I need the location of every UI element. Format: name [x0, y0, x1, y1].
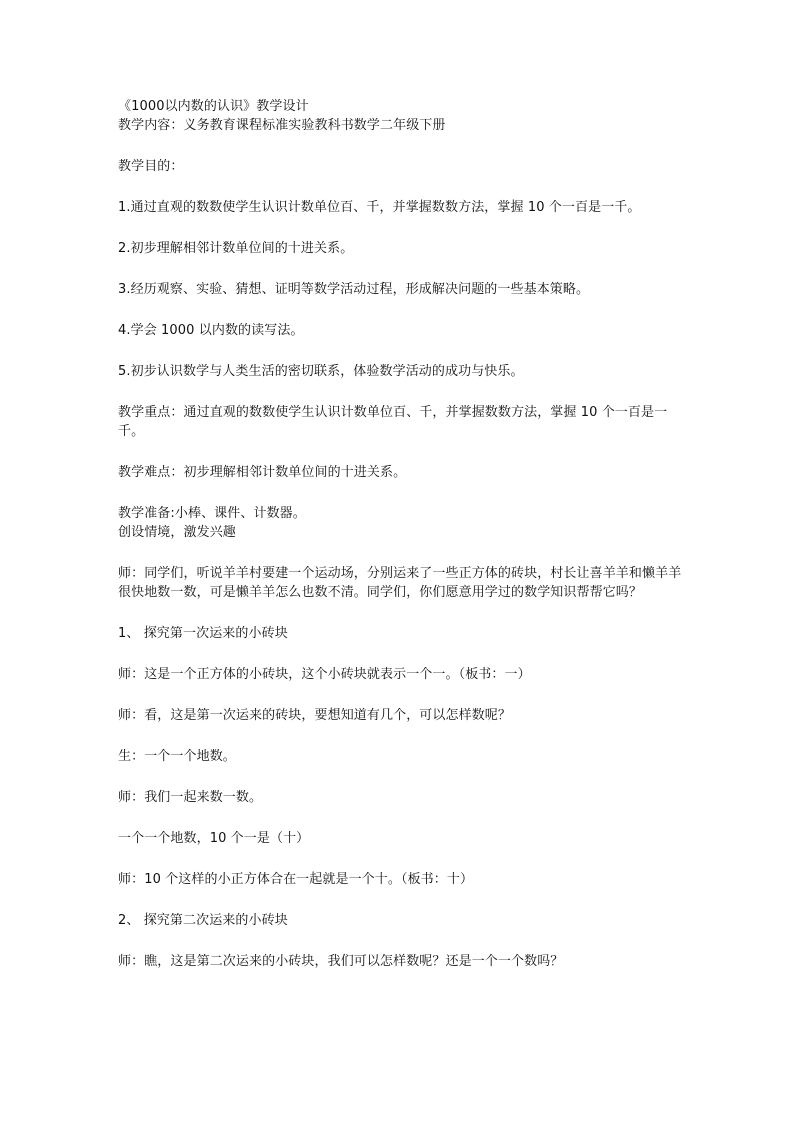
teaching-content: 教学内容：义务教育课程标准实验教科书数学二年级下册: [118, 118, 446, 133]
objectives-heading: 教学目的：: [118, 159, 184, 174]
section-1-line-5: 一个一个地数，10 个一是（十）: [118, 831, 310, 846]
intro-paragraph: 师：同学们，听说羊羊村要建一个运动场，分别运来了一些正方体的砖块，村长让喜羊羊和懒羊羊很快地数一数，可是懒羊羊怎么也数不清。同学们，你们愿意用学过的数学知识帮帮它吗？: [118, 566, 682, 600]
key-points: 教学重点：通过直观的数数使学生认识计数单位百、千，并掌握数数方法，掌握 10 个一百是一千。: [118, 405, 668, 439]
section-1-line-3: 生：一个一个地数。: [118, 749, 236, 764]
objective-item-5: 5.初步认识数学与人类生活的密切联系，体验数学活动的成功与快乐。: [118, 364, 524, 379]
objective-item-1: 1.通过直观的数数使学生认识计数单位百、千，并掌握数数方法，掌握 10 个一百是一千。: [118, 200, 641, 215]
document-page: [118, 97, 683, 971]
section-1-line-4: 师：我们一起来数一数。: [118, 790, 263, 805]
document-title: 《1000以内数的认识》教学设计: [118, 99, 309, 114]
difficult-points: 教学难点：初步理解相邻计数单位间的十进关系。: [118, 465, 407, 480]
section-2-line-1: 师：瞧，这是第二次运来的小砖块，我们可以怎样数呢？还是一个一个数吗？: [118, 954, 564, 969]
section-2-heading: 2、 探究第二次运来的小砖块: [118, 913, 288, 928]
section-1-heading: 1、 探究第一次运来的小砖块: [118, 626, 288, 641]
section-1-line-1: 师：这是一个正方体的小砖块，这个小砖块就表示一个一。（板书：一）: [118, 667, 531, 682]
scenario-heading: 创设情境，激发兴趣: [118, 525, 236, 540]
teaching-preparation: 教学准备:小棒、课件、计数器。: [118, 506, 306, 521]
objective-item-2: 2.初步理解相邻计数单位间的十进关系。: [118, 241, 354, 256]
objective-item-3: 3.经历观察、实验、猜想、证明等数学活动过程，形成解决问题的一些基本策略。: [118, 282, 590, 297]
section-1-line-2: 师：看，这是第一次运来的砖块，要想知道有几个，可以怎样数呢？: [118, 708, 512, 723]
section-1-line-6: 师：10 个这样的小正方体合在一起就是一个十。（板书：十）: [118, 872, 474, 887]
objective-item-4: 4.学会 1000 以内数的读写法。: [118, 323, 304, 338]
